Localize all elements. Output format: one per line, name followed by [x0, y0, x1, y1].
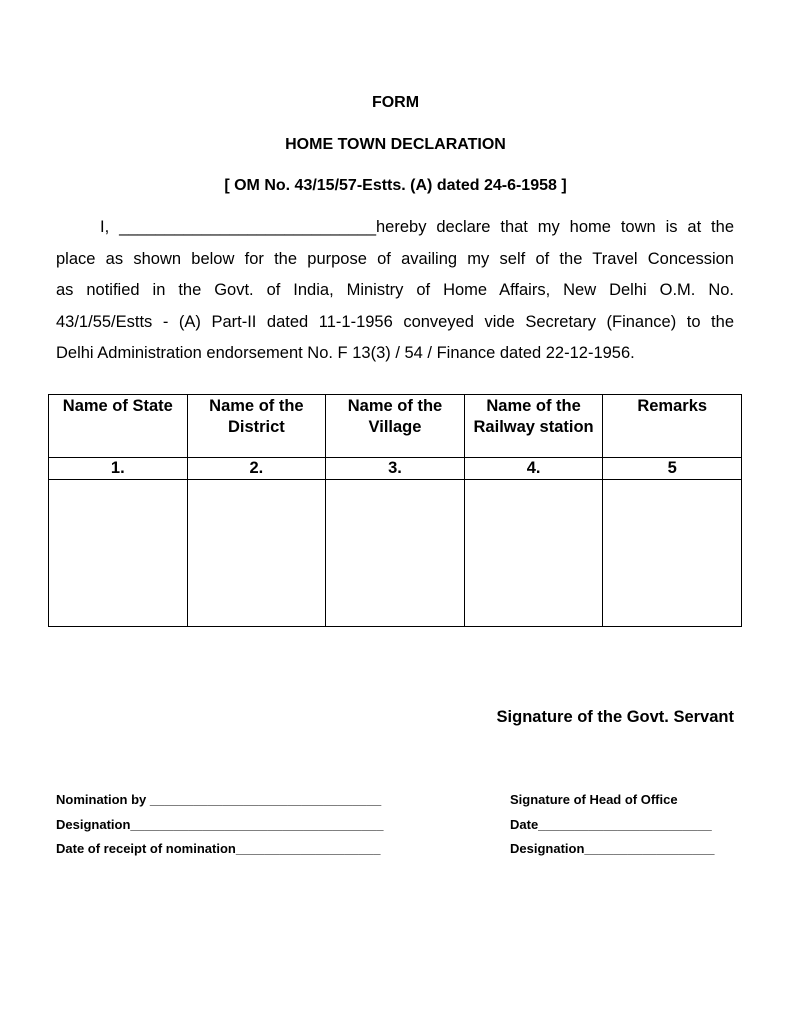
state-entry-cell[interactable] — [49, 480, 188, 627]
office-designation-field: Designation__________________ — [510, 841, 715, 856]
declaration-line: Delhi Administration endorsement No. F 13(3) / 54 / Finance dated 22-12-1956. — [56, 344, 635, 362]
table-header-row — [49, 395, 742, 458]
column-header-railway-station: Name of the Railway station — [464, 395, 603, 458]
district-entry-cell[interactable] — [187, 480, 326, 627]
servant-signature-label: Signature of the Govt. Servant — [496, 708, 734, 726]
railway-station-entry-cell[interactable] — [464, 480, 603, 627]
declaration-line: place as shown below for the purpose of availing my self of the Travel Concession — [56, 249, 734, 268]
reference-line: [ OM No. 43/15/57-Estts. (A) dated 24-6-1958 ] — [224, 177, 567, 194]
home-town-table — [48, 394, 742, 627]
column-number-row — [49, 458, 742, 480]
column-header-remarks: Remarks — [603, 395, 742, 458]
column-header-district: Name of the District — [187, 395, 326, 458]
column-header-state: Name of State — [49, 395, 188, 458]
date-of-receipt-field: Date of receipt of nomination____________________ — [56, 841, 381, 856]
remarks-entry-cell[interactable] — [603, 480, 742, 627]
declaration-paragraph — [56, 212, 734, 370]
column-number: 3. — [326, 458, 465, 480]
head-of-office-signature-label: Signature of Head of Office — [510, 792, 678, 807]
declaration-line: 43/1/55/Estts - (A) Part-II dated 11-1-1956 conveyed vide Secretary (Finance) to the — [56, 312, 734, 331]
column-number: 2. — [187, 458, 326, 480]
page-title: HOME TOWN DECLARATION — [285, 136, 506, 153]
table-entry-row — [49, 480, 742, 627]
office-date-field: Date________________________ — [510, 817, 712, 832]
village-entry-cell[interactable] — [326, 480, 465, 627]
declaration-line: as notified in the Govt. of India, Ministry of Home Affairs, New Delhi O.M. No. — [56, 281, 734, 299]
column-number: 5 — [603, 458, 742, 480]
column-header-village: Name of the Village — [326, 395, 465, 458]
column-number: 1. — [49, 458, 188, 480]
form-label: FORM — [371, 94, 420, 111]
column-number: 4. — [464, 458, 603, 480]
designation-field: Designation___________________________________ — [56, 817, 384, 832]
nomination-by-field: Nomination by ________________________________ — [56, 792, 382, 807]
declaration-line: I, ____________________________hereby declare that my home town is at the — [100, 218, 734, 236]
